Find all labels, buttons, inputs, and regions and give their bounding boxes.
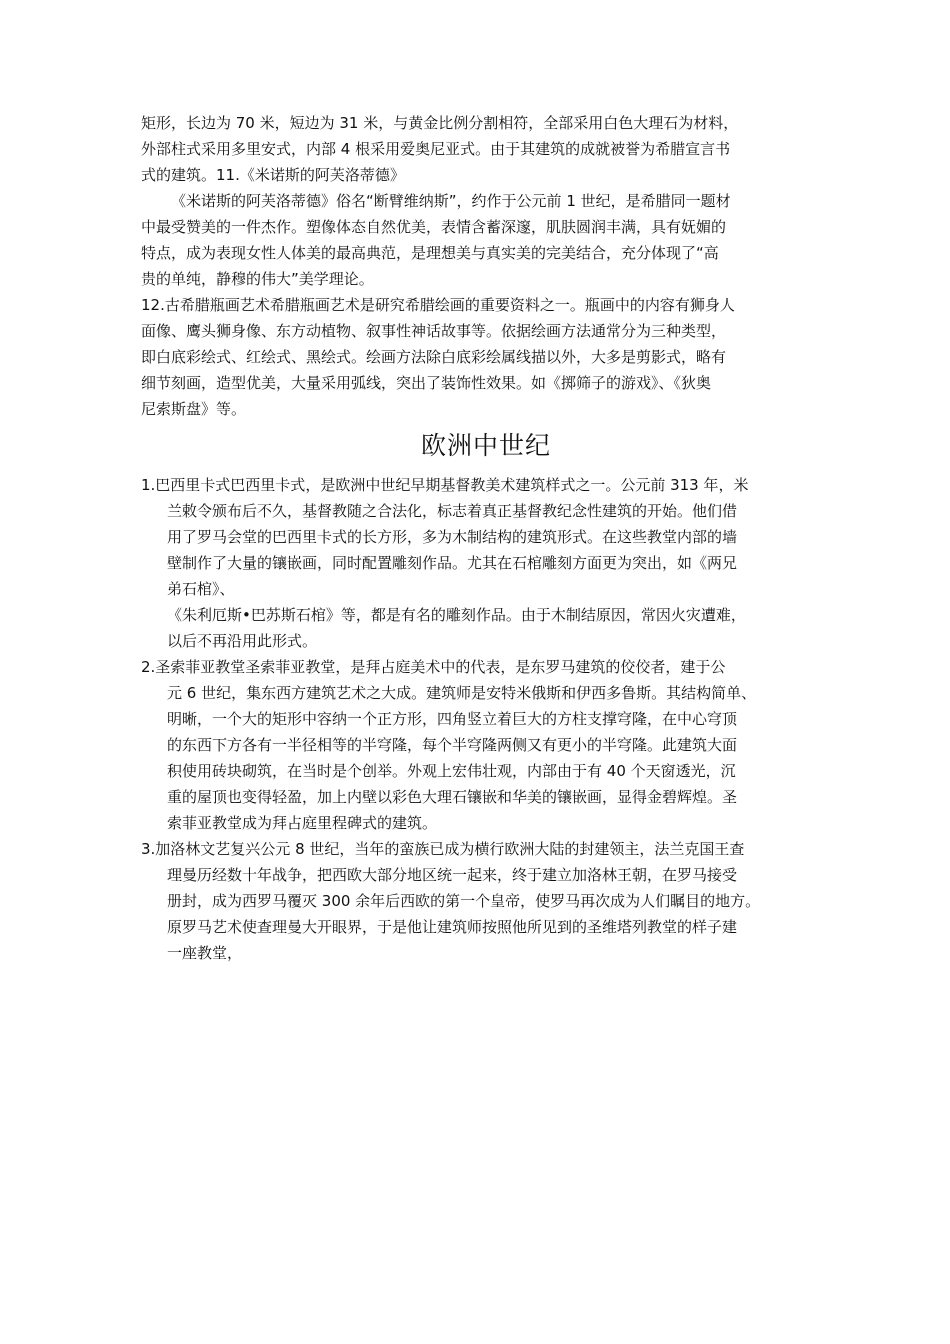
paragraph-greece-continuation (141, 110, 831, 188)
text-line: 贵的单纯，静穆的伟大”美学理论。 (141, 270, 374, 288)
text-line: 式的建筑。11.《米诺斯的阿芙洛蒂德》 (141, 166, 405, 184)
text-line: 重的屋顶也变得轻盈，加上内壁以彩色大理石镶嵌和华美的镶嵌画，显得金碧辉煌。圣 (167, 788, 738, 806)
text-line: 理曼历经数十年战争，把西欧大部分地区统一起来，终于建立加洛林王朝，在罗马接受 (167, 866, 738, 884)
text-line: 以后不再沿用此形式。 (167, 632, 318, 650)
text-line: 元 6 世纪，集东西方建筑艺术之大成。建筑师是安特米俄斯和伊西多鲁斯。其结构简单、 (167, 684, 757, 702)
text-line: 积使用砖块砌筑，在当时是个创举。外观上宏伟壮观，内部由于有 40 个天窗透光，沉 (167, 762, 736, 780)
text-line: 索菲亚教堂成为拜占庭里程碑式的建筑。 (167, 814, 438, 832)
text-line: 《米诺斯的阿芙洛蒂德》俗名“断臂维纳斯”，约作于公元前 1 世纪，是希腊同一题材 (171, 192, 731, 210)
text-line: 弟石棺》、 (167, 580, 235, 598)
text-line: 兰敕令颁布后不久，基督教随之合法化，标志着真正基督教纪念性建筑的开始。他们借 (167, 502, 738, 520)
text-line: 明晰，一个大的矩形中容纳一个正方形，四角竖立着巨大的方柱支撑穹隆，在中心穹顶 (167, 710, 738, 728)
text-line: 一座教堂， (167, 944, 243, 962)
text-line: 面像、鹰头狮身像、东方动植物、叙事性神话故事等。依据绘画方法通常分为三种类型， (141, 322, 727, 340)
text-line: 的东西下方各有一半径相等的半穹隆，每个半穹隆两侧又有更小的半穹隆。此建筑大面 (167, 736, 738, 754)
text-line: 《朱利厄斯•巴苏斯石棺》等，都是有名的雕刻作品。由于木制结原因，常因火灾遭难， (167, 606, 746, 624)
text-line: 外部柱式采用多里安式，内部 4 根采用爱奥尼亚式。由于其建筑的成就被誉为希腊宣言书 (141, 140, 731, 158)
text-line: 3.加洛林文艺复兴公元 8 世纪，当年的蛮族已成为横行欧洲大陆的封建领主，法兰克国王查 (141, 840, 745, 858)
text-line: 2.圣索菲亚教堂圣索菲亚教堂，是拜占庭美术中的代表，是东罗马建筑的佼佼者，建于公 (141, 658, 726, 676)
document-body (141, 110, 831, 966)
text-line: 特点，成为表现女性人体美的最高典范，是理想美与真实美的完美结合，充分体现了“高 (141, 244, 719, 262)
paragraph-vase-painting (141, 292, 831, 422)
paragraph-aphrodite (141, 188, 831, 292)
text-line: 用了罗马会堂的巴西里卡式的长方形，多为木制结构的建筑形式。在这些教堂内部的墙 (167, 528, 738, 546)
list-item-carolingian (141, 836, 831, 966)
text-line: 矩形，长边为 70 米，短边为 31 米，与黄金比例分割相符，全部采用白色大理石为材料， (141, 114, 739, 132)
section-heading: 欧洲中世纪 (420, 431, 551, 460)
list-item-basilica (141, 472, 831, 654)
text-line: 细节刻画，造型优美，大量采用弧线，突出了装饰性效果。如《掷筛子的游戏》、《狄奥 (141, 374, 712, 392)
text-line: 1.巴西里卡式巴西里卡式，是欧洲中世纪早期基督教美术建筑样式之一。公元前 313 年，米 (141, 476, 749, 494)
text-line: 原罗马艺术使查理曼大开眼界，于是他让建筑师按照他所见到的圣维塔列教堂的样子建 (167, 918, 738, 936)
text-line: 即白底彩绘式、红绘式、黑绘式。绘画方法除白底彩绘属线描以外，大多是剪影式，略有 (141, 348, 727, 366)
text-line: 册封，成为西罗马覆灭 300 余年后西欧的第一个皇帝，使罗马再次成为人们瞩目的地方。 (167, 892, 761, 910)
text-line: 壁制作了大量的镶嵌画，同时配置雕刻作品。尤其在石棺雕刻方面更为突出，如《两兄 (167, 554, 738, 572)
text-line: 12.古希腊瓶画艺术希腊瓶画艺术是研究希腊绘画的重要资料之一。瓶画中的内容有狮身人 (141, 296, 735, 314)
list-item-hagia-sophia (141, 654, 831, 836)
text-line: 尼索斯盘》等。 (141, 400, 247, 418)
text-line: 中最受赞美的一件杰作。塑像体态自然优美，表情含蓄深邃，肌肤圆润丰满，具有妩媚的 (141, 218, 727, 236)
